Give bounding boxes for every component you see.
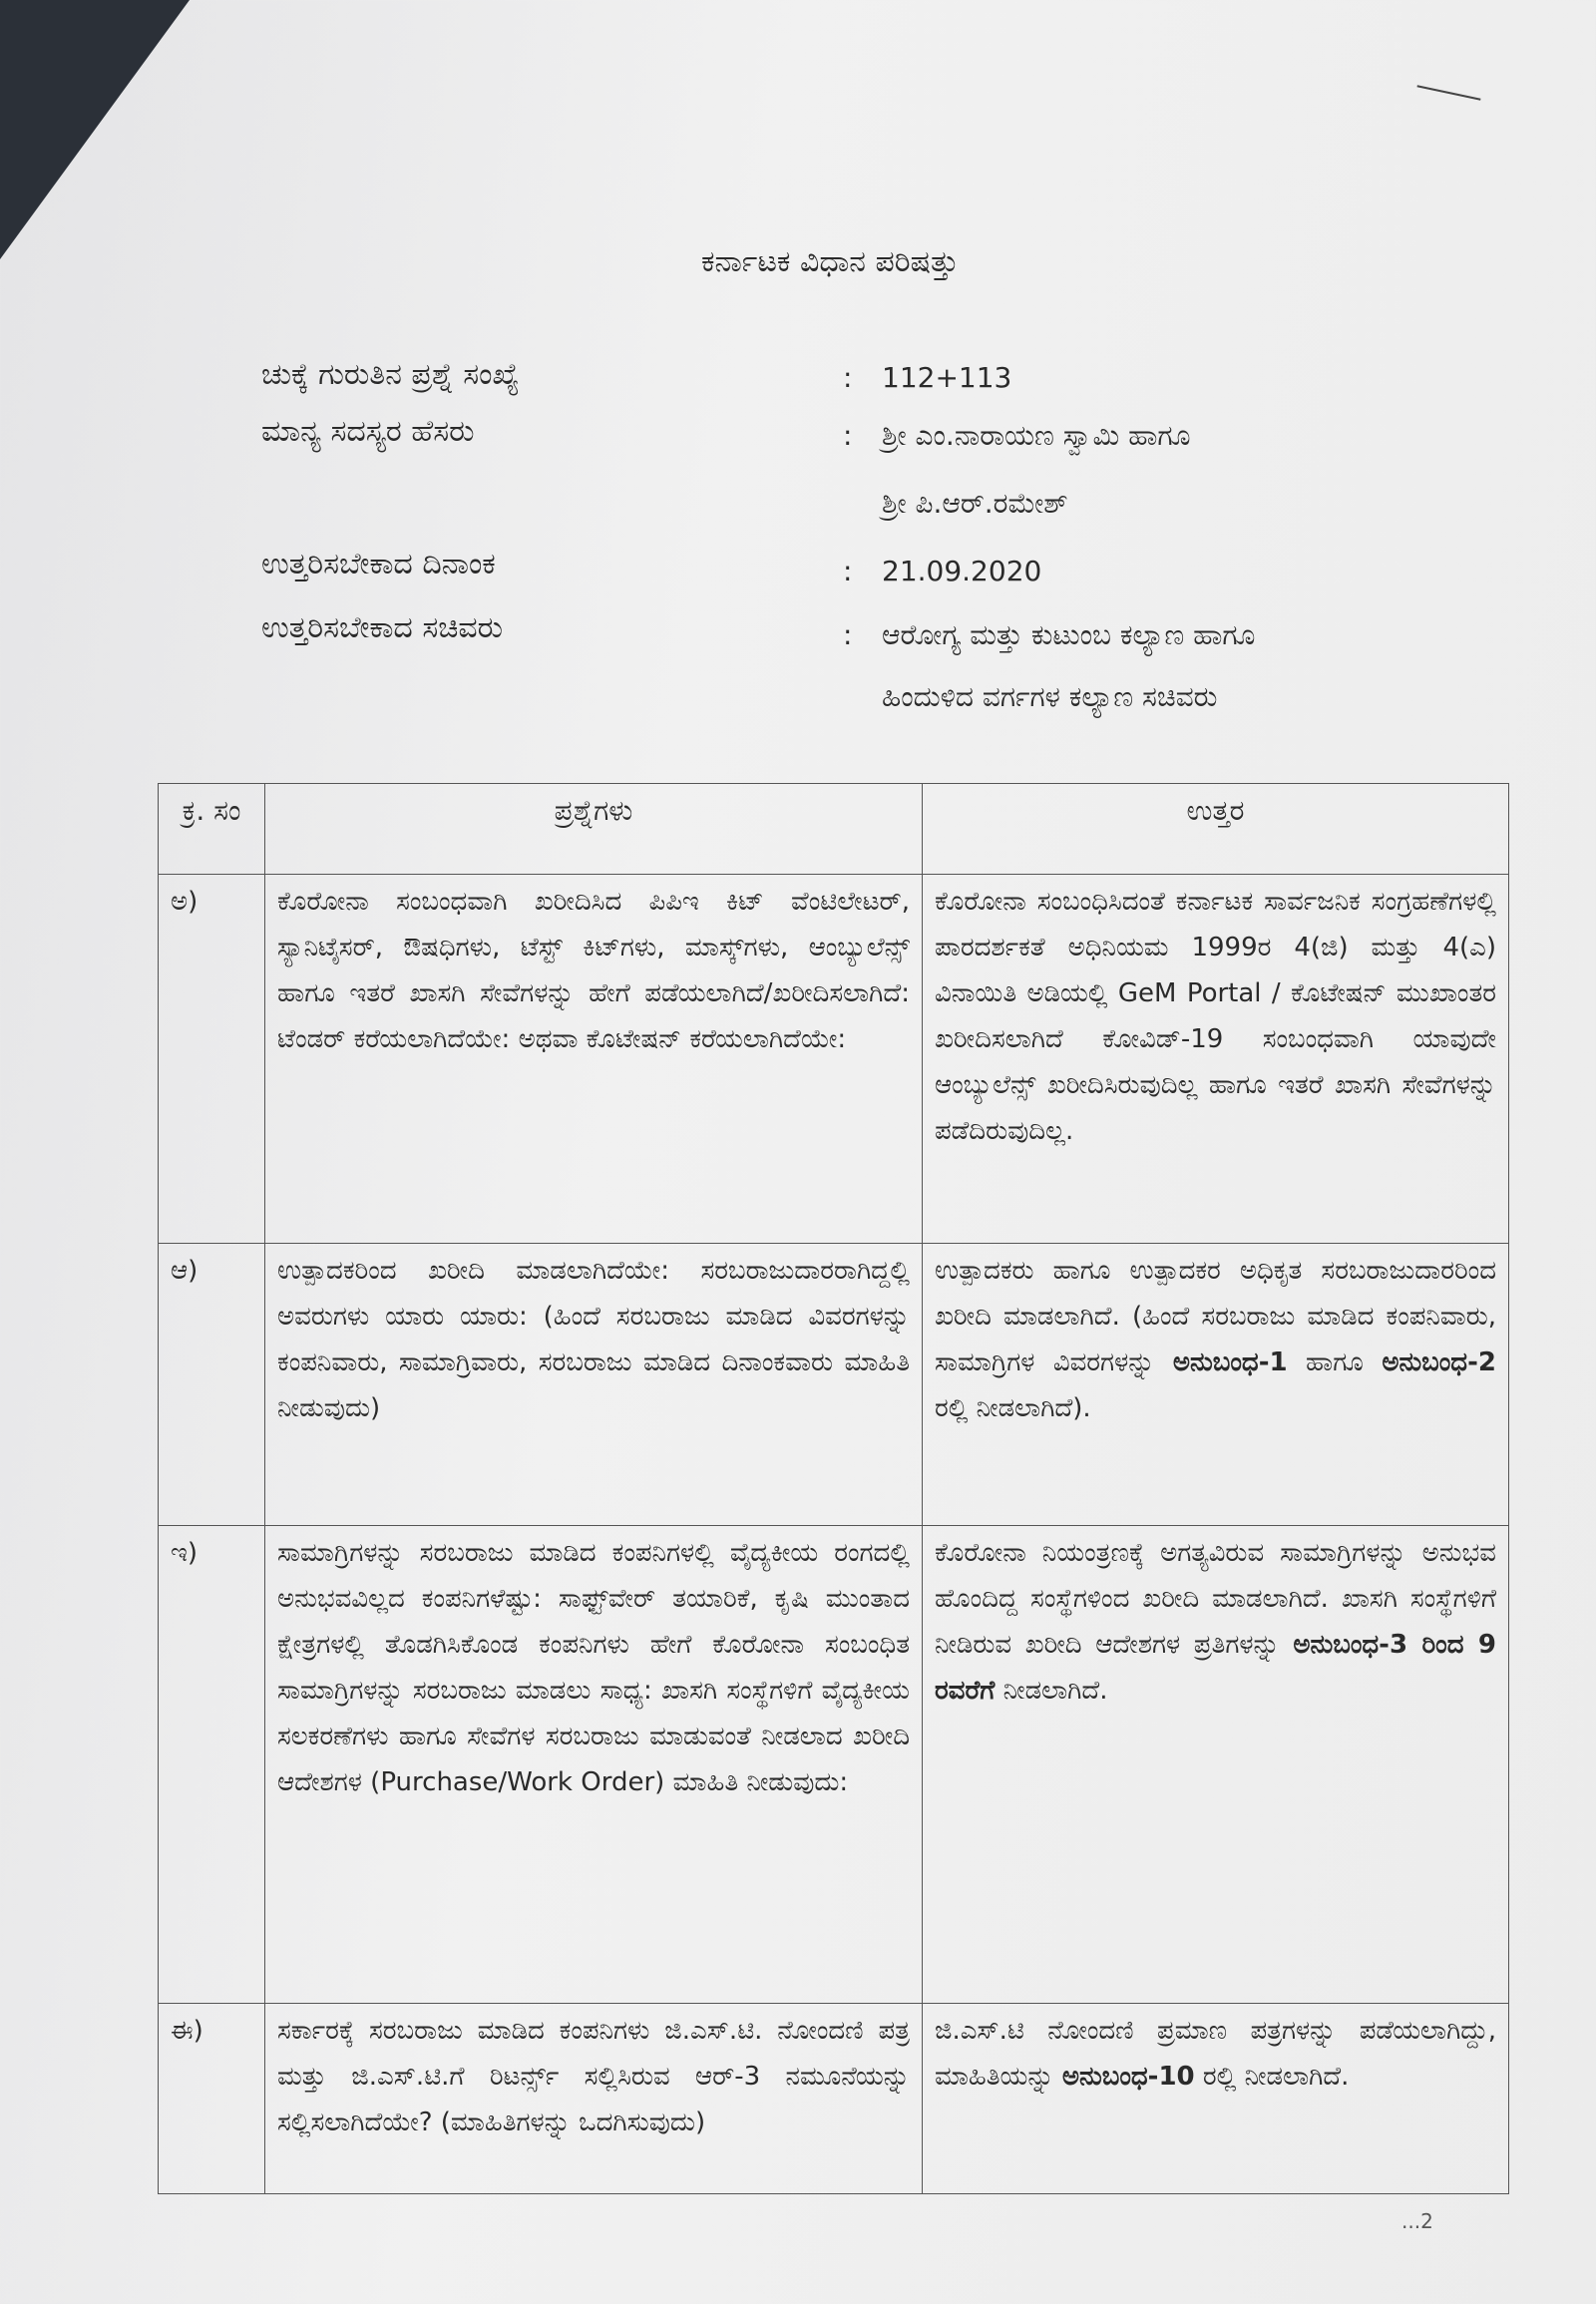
row-serial: ಈ) [159,2004,265,2194]
colon: : [843,555,853,587]
table-header-row [159,784,1509,875]
table-row [159,2004,1509,2194]
annexure-ref: ಅನುಬಂಧ-3 ರಿಂದ 9 ರವರೆಗೆ [935,1630,1496,1706]
table-row [159,875,1509,1244]
annexure-ref: ಅನುಬಂಧ-10 [1061,2062,1195,2092]
answer-date-value: 21.09.2020 [882,555,1042,587]
row-serial: ಅ) [159,875,265,1244]
colon: : [843,419,853,452]
minister-value: ಆರೋಗ್ಯ ಮತ್ತು ಕುಟುಂಬ ಕಲ್ಯಾಣ ಹಾಗೂ [882,618,1256,651]
question-number-value: 112+113 [882,361,1012,394]
answer-text: ಜಿ.ಎಸ್.ಟಿ ನೋಂದಣಿ ಪ್ರಮಾಣ ಪತ್ರಗಳನ್ನು ಪಡೆಯಲಾಗಿದ್ದು, ಮಾಹಿತಿಯನ್ನು [935,2016,1496,2092]
answer-text: ಉತ್ಪಾದಕರು ಹಾಗೂ ಉತ್ಪಾದಕರ ಅಧಿಕೃತ ಸರಬರಾಜುದಾರರಿಂದ ಖರೀದಿ ಮಾಡಲಾಗಿದೆ. (ಹಿಂದೆ ಸರಬರಾಜು ಮಾಡಿದ ಕಂಪನಿವಾರು, ಸಾಮಾಗ್ರಿಗಳ ವಿವರಗಳನ್ನು [935,1256,1496,1377]
minister-value-2: ಹಿಂದುಳಿದ ವರ್ಗಗಳ ಕಲ್ಯಾಣ ಸಚಿವರು [882,680,1218,713]
answer-text: ನೀಡಲಾಗಿದೆ. [995,1676,1108,1706]
annexure-ref: ಅನುಬಂಧ-2 [1382,1347,1496,1377]
member-name-value-2: ಶ್ರೀ ಪಿ.ಆರ್.ರಮೇಶ್ [882,487,1068,520]
table-row [159,1526,1509,2004]
question-number-label: ಚುಕ್ಕೆ ಗುರುತಿನ ಪ್ರಶ್ನೆ ಸಂಖ್ಯೆ [261,357,520,392]
header-questions: ಪ್ರಶ್ನೆಗಳು [265,784,923,875]
row-question: ಸಾಮಾಗ್ರಿಗಳನ್ನು ಸರಬರಾಜು ಮಾಡಿದ ಕಂಪನಿಗಳಲ್ಲಿ ವೈದ್ಯಕೀಯ ರಂಗದಲ್ಲಿ ಅನುಭವವಿಲ್ಲದ ಕಂಪನಿಗಳೆಷ್ಟು: ಸಾಫ್ಟ್‌ವೇರ್ ತಯಾರಿಕೆ, ಕೃಷಿ ಮುಂತಾದ ಕ್ಷೇತ್ರಗಳಲ್ಲಿ ತೊಡಗಿಸಿಕೊಂಡ ಕಂಪನಿಗಳು ಹೇಗೆ ಕೊರೋನಾ ಸಂಬಂಧಿತ ಸಾಮಾಗ್ರಿಗಳನ್ನು ಸರಬರಾಜು ಮಾಡಲು ಸಾಧ್ಯ: ಖಾಸಗಿ ಸಂಸ್ಥೆಗಳಿಗೆ ವೈದ್ಯಕೀಯ ಸಲಕರಣೆಗಳು ಹಾಗೂ ಸೇವೆಗಳ ಸರಬರಾಜು ಮಾಡುವಂತೆ ನೀಡಲಾದ ಖರೀದಿ ಆದೇಶಗಳ (Purchase/Work Order) ಮಾಹಿತಿ ನೀಡುವುದು: [265,1526,923,2004]
table-row [159,1244,1509,1526]
answer-text: ರಲ್ಲಿ ನೀಡಲಾಗಿದೆ. [1194,2062,1350,2092]
answer-date-label: ಉತ್ತರಿಸಬೇಕಾದ ದಿನಾಂಕ [261,547,496,581]
row-answer [923,2004,1509,2194]
row-serial: ಇ) [159,1526,265,2004]
page-number: ...2 [1401,2209,1433,2233]
colon: : [843,618,853,651]
row-question: ಉತ್ಪಾದಕರಿಂದ ಖರೀದಿ ಮಾಡಲಾಗಿದೆಯೇ: ಸರಬರಾಜುದಾರರಾಗಿದ್ದಲ್ಲಿ ಅವರುಗಳು ಯಾರು ಯಾರು: (ಹಿಂದೆ ಸರಬರಾಜು ಮಾಡಿದ ವಿವರಗಳನ್ನು ಕಂಪನಿವಾರು, ಸಾಮಾಗ್ರಿವಾರು, ಸರಬರಾಜು ಮಾಡಿದ ದಿನಾಂಕವಾರು ಮಾಹಿತಿ ನೀಡುವುದು) [265,1244,923,1526]
header-serial: ಕ್ರ. ಸಂ [159,784,265,875]
document-title: ಕರ್ನಾಟಕ ವಿಧಾನ ಪರಿಷತ್ತು [701,244,959,279]
row-question: ಕೊರೋನಾ ಸಂಬಂಧವಾಗಿ ಖರೀದಿಸಿದ ಪಿಪಿಇ ಕಿಟ್ ವೆಂಟಿಲೇಟರ್, ಸ್ಯಾನಿಟೈಸರ್, ಔಷಧಿಗಳು, ಟೆಸ್ಟ್ ಕಿಟ್‌ಗಳು, ಮಾಸ್ಕ್‌ಗಳು, ಆಂಬ್ಯುಲೆನ್ಸ್ ಹಾಗೂ ಇತರೆ ಖಾಸಗಿ ಸೇವೆಗಳನ್ನು ಹೇಗೆ ಪಡೆಯಲಾಗಿದೆ/ಖರೀದಿಸಲಾಗಿದೆ: ಟೆಂಡರ್ ಕರೆಯಲಾಗಿದೆಯೇ: ಅಥವಾ ಕೊಟೇಷನ್ ಕರೆಯಲಾಗಿದೆಯೇ: [265,875,923,1244]
header-answer: ಉತ್ತರ [923,784,1509,875]
minister-label: ಉತ್ತರಿಸಬೇಕಾದ ಸಚಿವರು [261,610,504,645]
pen-mark [1417,85,1481,100]
member-name-label: ಮಾನ್ಯ ಸದಸ್ಯರ ಹೆಸರು [261,414,475,449]
row-answer [923,1526,1509,2004]
colon: : [843,361,853,394]
photo-background-corner [0,0,190,259]
annexure-ref: ಅನುಬಂಧ-1 [1172,1347,1288,1377]
qa-table [158,783,1509,2194]
row-question: ಸರ್ಕಾರಕ್ಕೆ ಸರಬರಾಜು ಮಾಡಿದ ಕಂಪನಿಗಳು ಜಿ.ಎಸ್.ಟಿ. ನೋಂದಣಿ ಪತ್ರ ಮತ್ತು ಜಿ.ಎಸ್.ಟಿ.ಗೆ ರಿಟರ್ನ್ಸ್ ಸಲ್ಲಿಸಿರುವ ಆರ್-3 ನಮೂನೆಯನ್ನು ಸಲ್ಲಿಸಲಾಗಿದೆಯೇ? (ಮಾಹಿತಿಗಳನ್ನು ಒದಗಿಸುವುದು) [265,2004,923,2194]
answer-text: ರಲ್ಲಿ ನೀಡಲಾಗಿದೆ). [935,1393,1091,1423]
member-name-value: ಶ್ರೀ ಎಂ.ನಾರಾಯಣ ಸ್ವಾಮಿ ಹಾಗೂ [882,419,1191,452]
row-serial: ಆ) [159,1244,265,1526]
row-answer: ಕೊರೋನಾ ಸಂಬಂಧಿಸಿದಂತೆ ಕರ್ನಾಟಕ ಸಾರ್ವಜನಿಕ ಸಂಗ್ರಹಣೆಗಳಲ್ಲಿ ಪಾರದರ್ಶಕತೆ ಅಧಿನಿಯಮ 1999ರ 4(ಜಿ) ಮತ್ತು 4(ಎ) ವಿನಾಯಿತಿ ಅಡಿಯಲ್ಲಿ GeM Portal / ಕೊಟೇಷನ್ ಮುಖಾಂತರ ಖರೀದಿಸಲಾಗಿದೆ ಕೋವಿಡ್-19 ಸಂಬಂಧವಾಗಿ ಯಾವುದೇ ಆಂಬ್ಯುಲೆನ್ಸ್ ಖರೀದಿಸಿರುವುದಿಲ್ಲ ಹಾಗೂ ಇತರೆ ಖಾಸಗಿ ಸೇವೆಗಳನ್ನು ಪಡೆದಿರುವುದಿಲ್ಲ. [923,875,1509,1244]
row-answer [923,1244,1509,1526]
answer-text: ಹಾಗೂ [1287,1347,1383,1377]
answer-text: ಕೊರೋನಾ ನಿಯಂತ್ರಣಕ್ಕೆ ಅಗತ್ಯವಿರುವ ಸಾಮಾಗ್ರಿಗಳನ್ನು ಅನುಭವ ಹೊಂದಿದ್ದ ಸಂಸ್ಥೆಗಳಿಂದ ಖರೀದಿ ಮಾಡಲಾಗಿದೆ. ಖಾಸಗಿ ಸಂಸ್ಥೆಗಳಿಗೆ ನೀಡಿರುವ ಖರೀದಿ ಆದೇಶಗಳ ಪ್ರತಿಗಳನ್ನು [935,1538,1496,1660]
